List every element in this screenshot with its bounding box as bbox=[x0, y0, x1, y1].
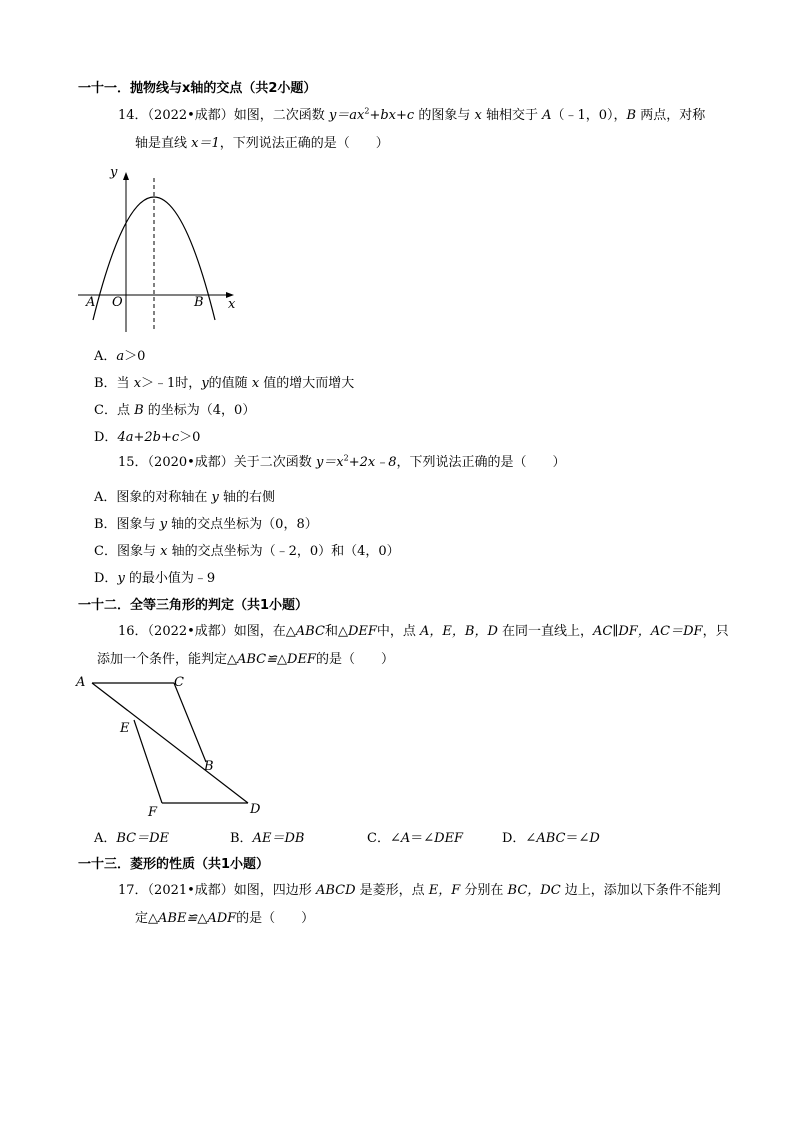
question-16-line-1: 16．（2022•成都）如图，在△ABC和△DEF中，点 A，E，B，D 在同一直线上，AC∥DF，AC＝DF，只 bbox=[118, 624, 729, 639]
line-ad bbox=[92, 683, 248, 803]
question-17-line-1: 17．（2021•成都）如图，四边形 ABCD 是菱形，点 E，F 分别在 BC，DC 边上，添加以下条件不能判 bbox=[118, 883, 721, 898]
point-c-label: C bbox=[174, 675, 184, 690]
point-a-label: A bbox=[76, 675, 86, 690]
q16-option-a[interactable]: A．BC＝DE bbox=[94, 831, 170, 846]
point-b-label: B bbox=[194, 295, 204, 310]
origin-label: O bbox=[112, 295, 123, 310]
segment-fe bbox=[134, 720, 162, 803]
q15-option-a[interactable]: A．图象的对称轴在 y 轴的右侧 bbox=[94, 490, 276, 505]
point-b-label: B bbox=[204, 759, 214, 774]
q16-option-b[interactable]: B．AE＝DB bbox=[230, 831, 305, 846]
q14-option-d[interactable]: D．4a+2b+c＞0 bbox=[94, 430, 201, 445]
question-15: 15．（2020•成都）关于二次函数 $y=x^2+2x﹣8$，下列说法正确的是（ ） bbox=[118, 453, 566, 470]
q15-option-c[interactable]: C．图象与 x 轴的交点坐标为（﹣2，0）和（4，0） bbox=[94, 544, 400, 559]
question-16-line-2: 添加一个条件，能判定△ABC≌△DEF的是（ ） bbox=[97, 652, 394, 667]
q16-option-d[interactable]: D．∠ABC＝∠D bbox=[502, 831, 600, 846]
q14-option-c[interactable]: C．点 B 的坐标为（4，0） bbox=[94, 403, 256, 418]
point-d-label: D bbox=[250, 802, 261, 817]
q14-option-b[interactable]: B．当 x＞﹣1时，y的值随 x 值的增大而增大 bbox=[94, 376, 355, 391]
point-a-label: A bbox=[86, 295, 96, 310]
section-title-13: 一十三．菱形的性质（共1小题） bbox=[78, 857, 270, 872]
x-axis-label: x bbox=[228, 297, 236, 312]
triangles-figure bbox=[70, 670, 270, 820]
q16-option-c[interactable]: C．∠A＝∠DEF bbox=[367, 831, 464, 846]
y-axis-label: y bbox=[110, 165, 118, 180]
q15-option-b[interactable]: B．图象与 y 轴的交点坐标为（0，8） bbox=[94, 517, 318, 532]
section-title-12: 一十二．全等三角形的判定（共1小题） bbox=[78, 598, 309, 613]
q15-option-d[interactable]: D．y 的最小值为﹣9 bbox=[94, 571, 216, 586]
parabola-figure bbox=[70, 158, 250, 338]
point-e-label: E bbox=[120, 721, 130, 736]
point-f-label: F bbox=[148, 805, 158, 820]
question-17-line-2: 定△ABE≌△ADF的是（ ） bbox=[135, 911, 315, 926]
q14-option-a[interactable]: A．a＞0 bbox=[94, 349, 146, 364]
section-title-11: 一十一．抛物线与x轴的交点（共2小题） bbox=[78, 81, 317, 96]
question-14-line-2: 轴是直线 x＝1，下列说法正确的是（ ） bbox=[135, 136, 389, 151]
question-14-line-1: 14．（2022•成都）如图，二次函数 $y=ax^2+bx+c$ 的图象与 x 轴相交于 A（﹣1，0），B 两点，对称 bbox=[118, 106, 706, 123]
y-axis-arrow bbox=[123, 172, 129, 180]
